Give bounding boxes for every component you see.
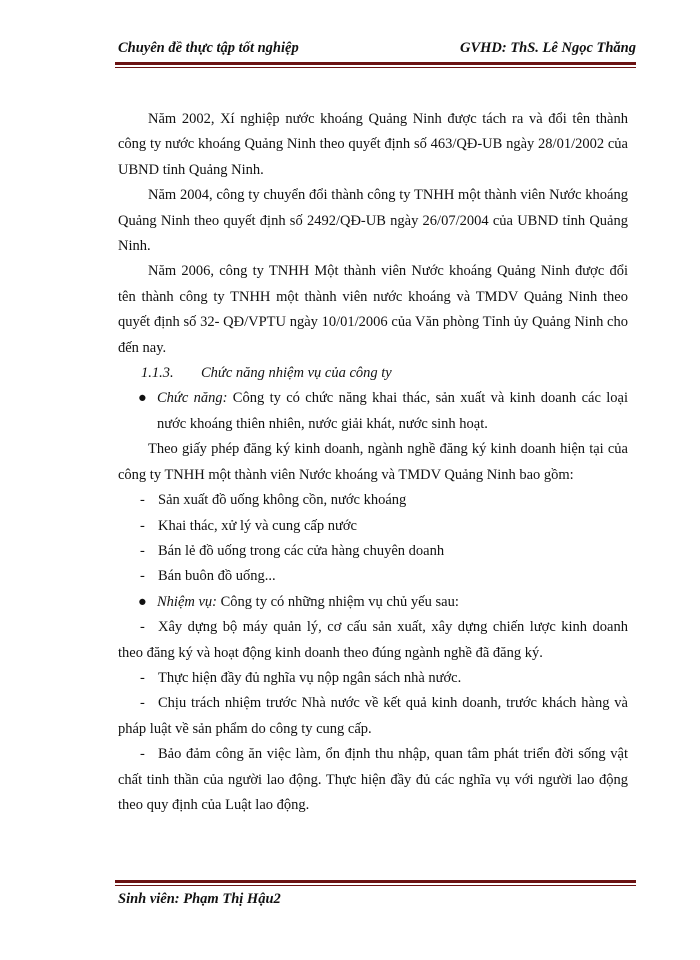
section-number: 1.1.3. — [141, 365, 174, 382]
duty-item: - Xây dựng bộ máy quản lý, cơ cấu sản xuất, xây dựng chiến lược kinh doanh theo đăng ký và hoạt động kinh doanh theo đúng ngành nghề đã đăng ký. — [118, 619, 628, 661]
license-paragraph: Theo giấy phép đăng ký kinh doanh, ngành nghề đăng ký kinh doanh hiện tại của công ty TNHH một thành viên Nước khoáng và TMDV Quảng Ninh bao gồm: — [118, 441, 628, 483]
section-title: Chức năng nhiệm vụ của công ty — [201, 365, 392, 382]
business-line-item: - Bán lẻ đồ uống trong các cửa hàng chuyên doanh — [140, 542, 445, 559]
footer-divider — [115, 880, 636, 886]
bullet-dot-icon: ● — [138, 593, 147, 610]
paragraph-2002: Năm 2002, Xí nghiệp nước khoáng Quảng Ninh được tách ra và đổi tên thành công ty nước khoáng Quảng Ninh theo quyết định số 463/QĐ-UB ngày 28/01/2002 của UBND tỉnh Quảng Ninh. — [118, 111, 628, 178]
business-line-item: - Bán buôn đồ uống... — [140, 568, 276, 585]
bullet-dot-icon: ● — [138, 390, 147, 407]
duty-text: Công ty có những nhiệm vụ chủ yếu sau: — [217, 593, 459, 610]
function-text: Công ty có chức năng khai thác, sản xuất và kinh doanh các loại nước khoáng thiên nhiên, nước giải khát, nước sinh hoạt. — [157, 390, 628, 432]
header-divider — [115, 62, 636, 68]
duty-term: Nhiệm vụ: — [157, 593, 217, 610]
document-body — [118, 107, 628, 818]
header-course-title: Chuyên đề thực tập tốt nghiệp — [118, 40, 299, 56]
business-line-item: - Khai thác, xử lý và cung cấp nước — [140, 517, 357, 534]
duty-item: - Thực hiện đầy đủ nghĩa vụ nộp ngân sách nhà nước. — [140, 669, 462, 686]
duty-bullet — [118, 590, 628, 615]
footer-student: Sinh viên: Phạm Thị Hậu2 — [118, 891, 281, 907]
business-line-item: - Sản xuất đồ uống không cồn, nước khoáng — [140, 492, 407, 509]
header-supervisor: GVHD: ThS. Lê Ngọc Thăng — [459, 40, 636, 56]
duty-item: - Chịu trách nhiệm trước Nhà nước về kết quả kinh doanh, trước khách hàng và pháp luật về sản phẩm do công ty cung cấp. — [118, 695, 628, 737]
paragraph-2006: Năm 2006, công ty TNHH Một thành viên Nước khoáng Quảng Ninh được đổi tên thành công ty TNHH một thành viên nước khoáng và TMDV Quảng Ninh theo quyết định số 32- QĐ/VPTU ngày 10/01/2006 của Văn phòng Tỉnh ủy Quảng Ninh cho đến nay. — [118, 263, 628, 356]
duty-item: - Bảo đảm công ăn việc làm, ổn định thu nhập, quan tâm phát triển đời sống vật chất tinh thần của người lao động. Thực hiện đầy đủ các nghĩa vụ với người lao động theo quy định của Luật lao động. — [118, 746, 628, 813]
section-heading — [118, 361, 628, 386]
function-term: Chức năng: — [157, 390, 228, 407]
paragraph-2004: Năm 2004, công ty chuyển đổi thành công ty TNHH một thành viên Nước khoáng Quảng Ninh theo quyết định số 2492/QĐ-UB ngày 26/07/2004 của UBND tỉnh Quảng Ninh. — [118, 187, 628, 255]
function-bullet — [118, 386, 628, 437]
